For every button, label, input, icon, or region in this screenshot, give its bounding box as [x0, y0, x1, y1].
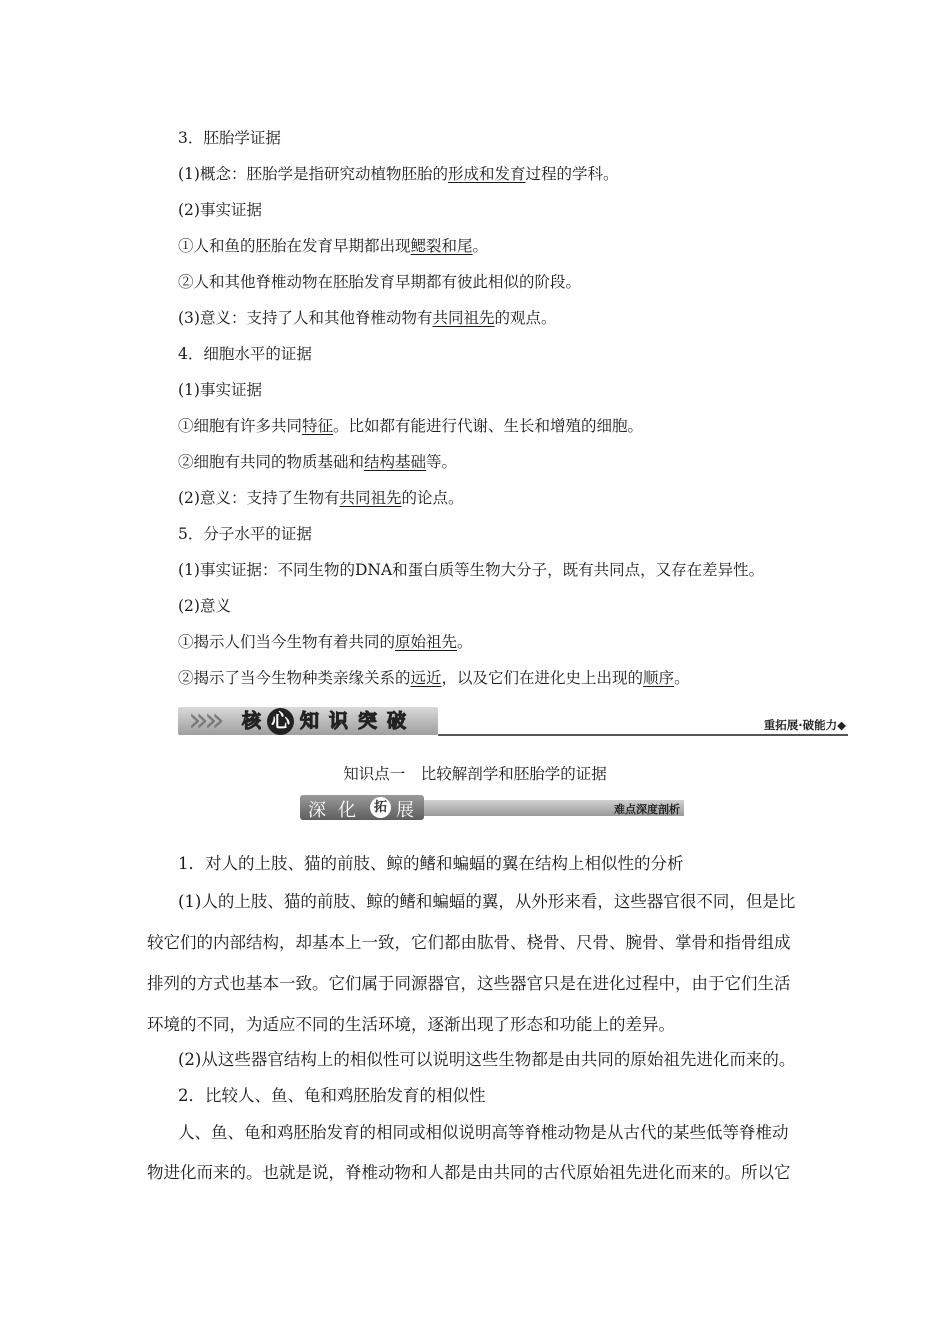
deepen-expand-banner: [300, 795, 684, 821]
meaning-item: [178, 488, 464, 508]
embryology-concept: [178, 164, 619, 184]
banner-char: 突: [357, 710, 377, 732]
banner-char-circled: 拓: [370, 797, 391, 818]
paragraph-line: 排列的方式也基本一致。它们属于同源器官，这些器官只是在进化过程中，由于它们生活: [147, 974, 791, 993]
blank-answer: 特征: [302, 417, 334, 435]
paragraph-line: 环境的不同，为适应不同的生活环境，逐渐出现了形态和功能上的差异。: [147, 1015, 675, 1034]
banner-char: 破: [386, 710, 406, 732]
paragraph-line: 人、鱼、龟和鸡胚胎发育的相同或相似说明高等脊椎动物是从古代的某些低等脊椎动: [178, 1123, 789, 1142]
fact-item: [178, 452, 457, 472]
meaning-title: (2)意义: [178, 597, 231, 615]
blank-answer: 远近: [410, 669, 442, 687]
banner-char: 识: [328, 710, 348, 732]
text: (3)意义：支持了人和其他脊椎动物有: [178, 309, 433, 327]
banner-char: 深: [308, 800, 326, 821]
banner-char: 知: [299, 710, 319, 732]
blank-answer: 顺序: [643, 669, 675, 687]
text: ①揭示人们当今生物有着共同的: [178, 633, 396, 651]
paragraph-line: (2)从这些器官结构上的相似性可以说明这些生物都是由共同的原始祖先进化而来的。: [178, 1050, 796, 1069]
meaning-item: [178, 632, 473, 652]
paragraph-line: (1)人的上肢、猫的前肢、鲸的鳍和蝙蝠的翼，从外形来看，这些器官很不同，但是比: [178, 892, 796, 911]
blank-answer: 共同祖先: [432, 309, 495, 327]
section-3-heading: 3．胚胎学证据: [178, 129, 281, 147]
text: ②揭示了当今生物种类亲缘关系的: [178, 669, 411, 687]
fact-item: [178, 236, 488, 256]
text: 。: [472, 237, 489, 255]
text: (1)概念：胚胎学是指研究动植物胚胎的: [178, 165, 448, 183]
text: ，以及它们在进化史上出现的: [441, 669, 644, 687]
text: ①人和鱼的胚胎在发育早期都出现: [178, 237, 411, 255]
core-knowledge-banner: [178, 700, 848, 741]
banner-char-circled: 心: [267, 708, 294, 735]
text: 。: [674, 669, 690, 687]
banner-tag: 难点深度剖析: [614, 803, 680, 816]
text: ②细胞有共同的物质基础和: [178, 453, 365, 471]
banner-char: 展: [396, 800, 414, 821]
text: 过程的学科。: [525, 165, 619, 183]
text: 的论点。: [401, 489, 464, 507]
banner-rule: [438, 734, 848, 736]
banner-char: 化: [338, 800, 356, 821]
blank-answer: 共同祖先: [339, 489, 402, 507]
analysis-heading-1: 1．对人的上肢、猫的前肢、鲸的鳍和蝙蝠的翼在结构上相似性的分析: [178, 854, 684, 873]
text: ①细胞有许多共同: [178, 417, 303, 435]
banner-char: 核: [241, 710, 261, 732]
banner-tag: 重拓展·破能力◆: [763, 718, 846, 732]
fact-item: [178, 416, 643, 436]
text: 的观点。: [494, 309, 557, 327]
text: 。比如都有能进行代谢、生长和增殖的细胞。: [333, 417, 644, 435]
paragraph-line: 较它们的内部结构，却基本上一致，它们都由肱骨、桡骨、尺骨、腕骨、掌骨和指骨组成: [147, 933, 791, 952]
analysis-heading-2: 2．比较人、鱼、龟和鸡胚胎发育的相似性: [178, 1086, 486, 1105]
facts-title: (2)事实证据: [178, 201, 262, 219]
banner-title: [238, 708, 410, 735]
text: (2)意义：支持了生物有: [178, 489, 340, 507]
blank-answer: 形成和发育: [447, 165, 526, 183]
section-5-heading: 5．分子水平的证据: [178, 525, 312, 543]
chevron-icon: »: [204, 700, 225, 740]
meaning-item: [178, 668, 690, 688]
blank-answer: 原始祖先: [395, 633, 458, 651]
fact-item: ②人和其他脊椎动物在胚胎发育早期都有彼此相似的阶段。: [178, 273, 582, 291]
section-4-heading: 4．细胞水平的证据: [178, 345, 312, 363]
paragraph-line: 物进化而来的。也就是说，脊椎动物和人都是由共同的古代原始祖先进化而来的。所以它: [147, 1163, 791, 1182]
knowledge-point-title: 知识点一 比较解剖学和胚胎学的证据: [343, 765, 607, 783]
facts-title: (1)事实证据: [178, 381, 262, 399]
blank-answer: 结构基础: [364, 453, 427, 471]
facts-item: (1)事实证据：不同生物的DNA和蛋白质等生物大分子，既有共同点，又存在差异性。: [178, 561, 765, 579]
text: 等。: [426, 453, 458, 471]
text: 。: [457, 633, 473, 651]
chevron-icon: »: [188, 700, 209, 740]
meaning-item: [178, 308, 557, 328]
blank-answer: 鳃裂和尾: [410, 237, 473, 255]
